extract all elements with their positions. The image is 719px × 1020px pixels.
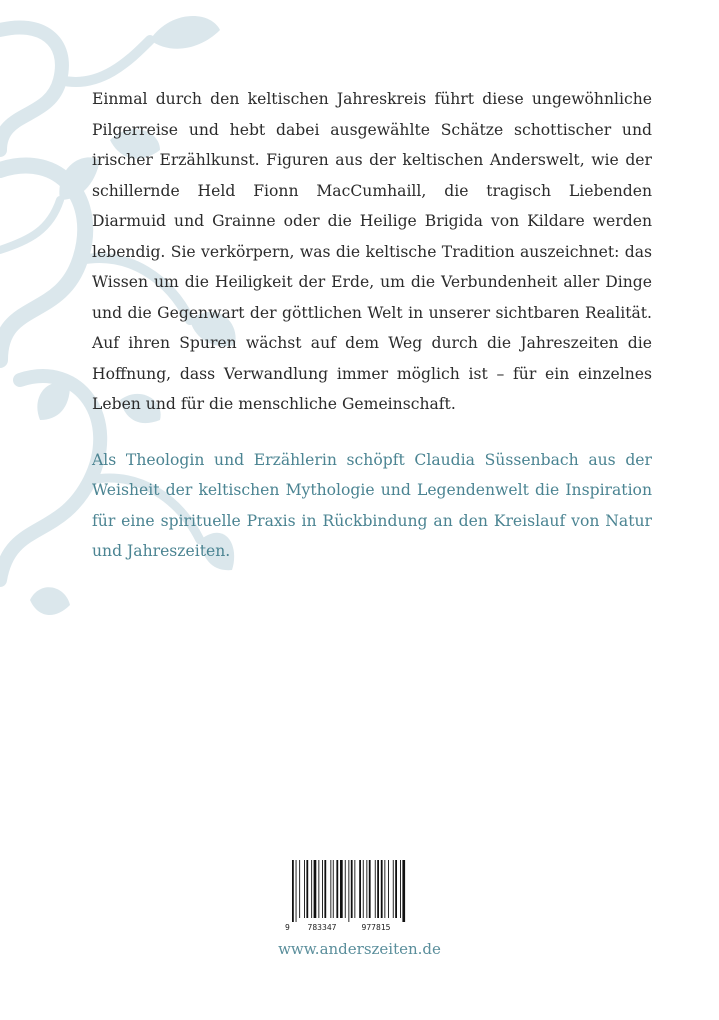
barcode-bar	[366, 860, 367, 918]
barcode-bar	[393, 860, 394, 918]
barcode-left-digits: 783347	[307, 923, 337, 932]
barcode-bar	[384, 860, 385, 918]
description-paragraph: Einmal durch den keltischen Jahreskreis führt diese ungewöhnliche Pilgerreise und hebt dabei ausgewählte Schätze schottischer und irischer Erzählkunst. Figuren aus der keltischen Anderswelt, wie der schillernde Held Fionn MacCumhaill, die tragisch Liebenden Diarmuid und Grainne oder die Heilige Brigida von Kildare werden lebendig. Sie verkörpern, was die keltische Tradition auszeichnet: das Wissen um die Heiligkeit der Erde, um die Verbundenheit aller Dinge und die Gegenwart der göttlichen Welt in unserer sichtbaren Realität. Auf ihren Spuren wächst auf dem Weg durch die Jahreszeiten die Hoffnung, dass Verwandlung immer möglich ist – für ein einzelnes Leben und für die menschliche Gemeinschaft.	[92, 90, 652, 413]
barcode-bar	[306, 860, 308, 918]
barcode-bar	[348, 860, 349, 922]
barcode-bar	[377, 860, 379, 918]
publisher-website[interactable]: www.anderszeiten.de	[278, 940, 441, 958]
barcode-bar	[311, 860, 312, 918]
barcode-bar	[330, 860, 331, 918]
barcode-bar	[304, 860, 305, 918]
barcode-bar	[388, 860, 389, 918]
back-cover-text	[92, 84, 652, 567]
barcode-bar	[395, 860, 397, 918]
barcode-bar	[400, 860, 401, 918]
barcode-bar	[359, 860, 361, 918]
barcode-right-digits: 977815	[361, 923, 391, 932]
barcode-bar	[345, 860, 346, 918]
barcode-bar	[296, 860, 297, 922]
barcode-bar	[299, 860, 300, 918]
barcode-bar	[363, 860, 364, 918]
barcode-first-digit: 9	[285, 923, 290, 932]
barcode-bar	[318, 860, 319, 918]
barcode-bar	[354, 860, 355, 918]
isbn-barcode	[282, 860, 414, 932]
barcode-bar	[402, 860, 405, 922]
barcode-bar	[322, 860, 323, 918]
barcode-bar	[314, 860, 317, 918]
author-paragraph: Als Theologin und Erzählerin schöpft Claudia Süssenbach aus der Weisheit der keltischen Mythologie und Legendenwelt die Inspiration für eine spirituelle Praxis in Rückbindung an den Kreislauf von Natur und Jahreszeiten.	[92, 450, 652, 560]
barcode-bar	[351, 860, 353, 918]
barcode-bar	[336, 860, 338, 918]
barcode-bars	[292, 860, 405, 922]
barcode-bar	[369, 860, 371, 918]
barcode-bar	[340, 860, 343, 918]
barcode-bar	[292, 860, 294, 922]
barcode-bar	[333, 860, 334, 918]
barcode-bar	[375, 860, 376, 918]
barcode-bar	[381, 860, 383, 918]
barcode-bar	[324, 860, 326, 918]
